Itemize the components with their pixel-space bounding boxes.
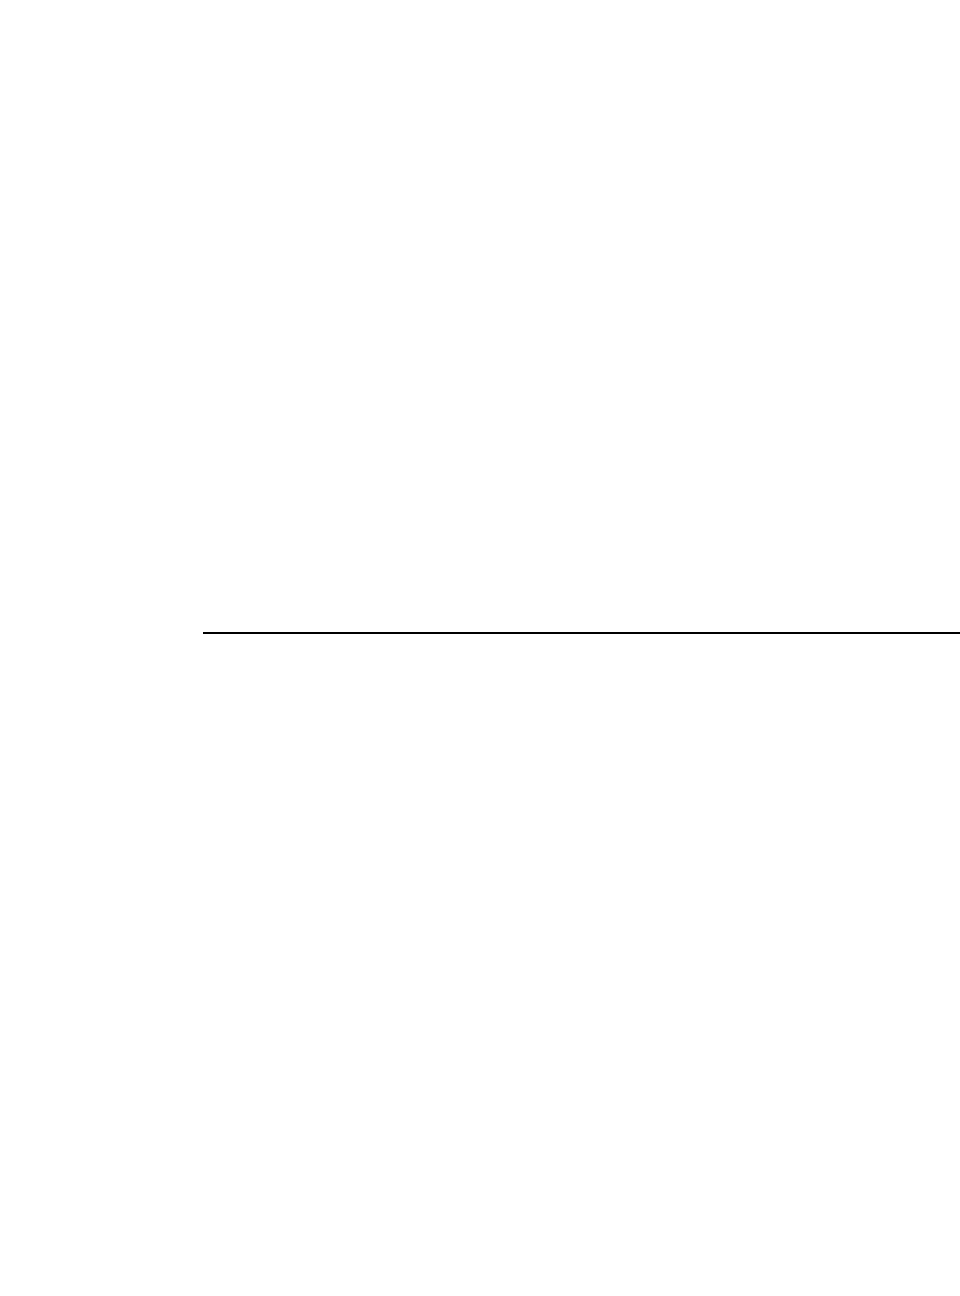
subtotal-rule [203,632,960,634]
